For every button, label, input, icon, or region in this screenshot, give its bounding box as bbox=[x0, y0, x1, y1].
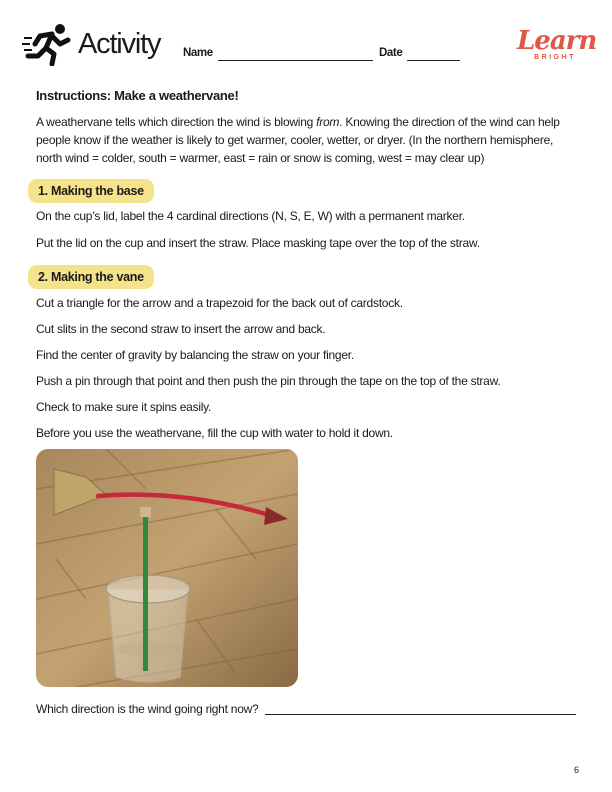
step-2-line: Check to make sure it spins easily. bbox=[36, 400, 212, 414]
step-2-tag: 2. Making the vane bbox=[28, 265, 154, 289]
intro-line: people know if the weather is likely to get warmer, cooler, wetter, or dryer. (In the northern hemisphere, bbox=[36, 132, 554, 147]
step-1-line: On the cup’s lid, label the 4 cardinal directions (N, S, E, W) with a permanent marker. bbox=[36, 209, 465, 223]
page-title: Activity bbox=[78, 28, 161, 60]
instructions-heading: Instructions: Make a weathervane! bbox=[36, 88, 239, 103]
intro-paragraph bbox=[36, 114, 581, 167]
learn-bright-logo-subtext: BRIGHT bbox=[534, 54, 576, 61]
intro-line: north wind = colder, south = warmer, east = rain or snow is coming, west = may clear up) bbox=[36, 150, 485, 165]
page-number: 6 bbox=[574, 765, 580, 775]
step-2-line: Cut a triangle for the arrow and a trapezoid for the back out of cardstock. bbox=[36, 296, 403, 310]
name-label: Name bbox=[183, 47, 213, 59]
running-figure-icon bbox=[22, 22, 72, 66]
step-2-line: Cut slits in the second straw to insert the arrow and back. bbox=[36, 322, 326, 336]
step-2-line: Before you use the weathervane, fill the cup with water to hold it down. bbox=[36, 426, 393, 440]
wind-direction-question: Which direction is the wind going right now? bbox=[36, 702, 259, 716]
intro-line: A weathervane tells which direction the wind is blowing from. Knowing the direction of the wind can help bbox=[36, 115, 560, 129]
date-label: Date bbox=[379, 47, 403, 59]
learn-bright-logo: Learn bbox=[517, 26, 597, 56]
weathervane-photo bbox=[36, 449, 298, 687]
date-field[interactable] bbox=[407, 60, 460, 61]
step-1-tag: 1. Making the base bbox=[28, 179, 154, 203]
step-1-line: Put the lid on the cup and insert the straw. Place masking tape over the top of the straw. bbox=[36, 236, 480, 250]
name-field[interactable] bbox=[218, 60, 373, 61]
step-2-line: Push a pin through that point and then push the pin through the tape on the top of the straw. bbox=[36, 374, 501, 388]
wind-direction-answer-field[interactable] bbox=[265, 714, 576, 715]
step-2-line: Find the center of gravity by balancing the straw on your finger. bbox=[36, 348, 354, 362]
